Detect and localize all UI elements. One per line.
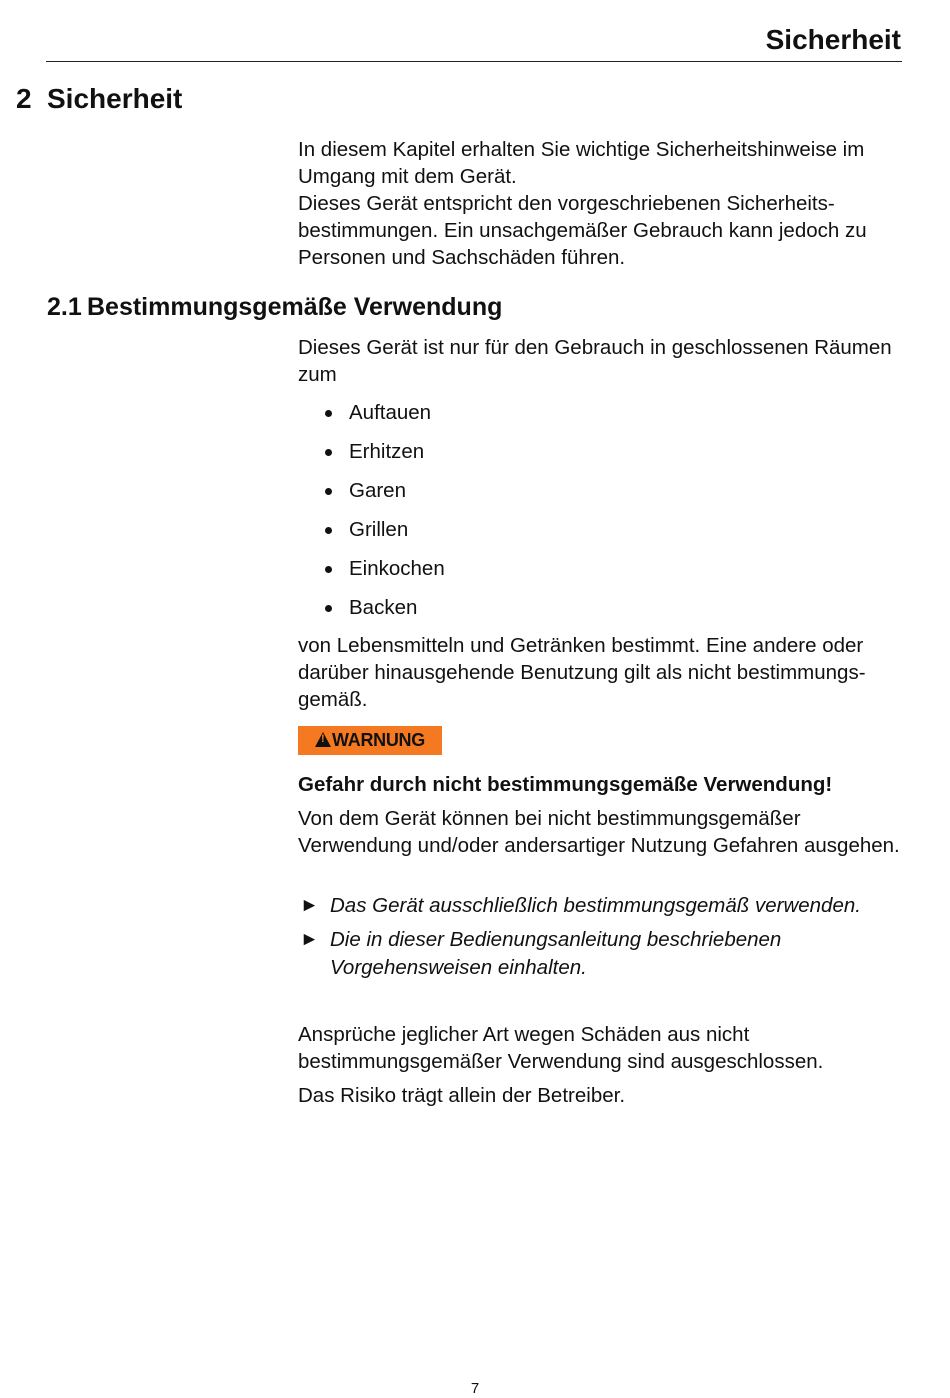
bullet-icon [325, 488, 332, 495]
section-after-list [298, 632, 903, 713]
intro-paragraph-2: Dieses Gerät entspricht den vorgeschriebenen Sicherheitsbestimmungen. Ein unsachgemäßer Gebrauch kann jedoch zu Personen und Sachschäden führen. [298, 192, 867, 269]
list-item [323, 594, 445, 633]
section-title: Bestimmungsgemäße Verwendung [87, 293, 503, 321]
bullet-icon [325, 449, 332, 456]
list-item-label: Grillen [349, 518, 409, 541]
list-item-label: Backen [349, 596, 418, 619]
claims-paragraph [298, 1021, 903, 1075]
risk-text: Das Risiko trägt allein der Betreiber. [298, 1084, 626, 1107]
list-item [323, 477, 445, 516]
bullet-icon [325, 566, 332, 573]
hazard-description [298, 805, 903, 859]
bullet-icon [325, 605, 332, 612]
claims-text: Ansprüche jeglicher Art wegen Schäden aus nicht bestimmungsgemäßer Verwendung sind ausgeschlossen. [298, 1023, 824, 1073]
chapter-title: Sicherheit [47, 83, 183, 114]
list-item-label: Erhitzen [349, 440, 425, 463]
bullet-icon [325, 410, 332, 417]
section-heading [47, 290, 502, 324]
safety-step-text: Das Gerät ausschließlich bestimmungsgemäß verwenden. [330, 894, 861, 917]
chapter-intro [298, 136, 903, 271]
risk-paragraph [298, 1082, 903, 1109]
warning-triangle-icon [315, 732, 331, 747]
page-number: 7 [470, 1380, 480, 1397]
warning-label: WARNUNG [332, 730, 425, 750]
bullet-icon [325, 527, 332, 534]
chapter-heading [16, 80, 182, 118]
section-number: 2.1 [47, 293, 82, 321]
list-item [323, 399, 445, 438]
after-list-text: von Lebensmitteln und Getränken bestimmt. Eine andere oder darüber hinausgehende Benutzung gilt als nicht bestimmungsgemäß. [298, 634, 866, 711]
intro-paragraph-1: In diesem Kapitel erhalten Sie wichtige Sicherheitshinweise im Umgang mit dem Gerät. [298, 138, 865, 188]
arrow-right-icon: ► [300, 929, 319, 950]
warning-badge [298, 726, 442, 755]
header-rule [46, 61, 902, 62]
section-lead-text: Dieses Gerät ist nur für den Gebrauch in geschlossenen Räumen zum [298, 336, 892, 386]
hazard-description-text: Von dem Gerät können bei nicht bestimmungsgemäßer Verwendung und/oder andersartiger Nutzung Gefahren ausgehen. [298, 807, 900, 857]
list-item-label: Auftauen [349, 401, 432, 424]
arrow-right-icon: ► [300, 895, 319, 916]
list-item-label: Garen [349, 479, 406, 502]
intended-use-list [323, 399, 445, 633]
list-item [323, 516, 445, 555]
list-item [323, 438, 445, 477]
running-header-title: Sicherheit [765, 24, 901, 55]
hazard-title: Gefahr durch nicht bestimmungsgemäße Verwendung! [298, 773, 833, 796]
safety-step [300, 926, 900, 982]
section-lead [298, 334, 903, 388]
chapter-number: 2 [16, 83, 32, 114]
safety-step [300, 892, 900, 920]
list-item [323, 555, 445, 594]
list-item-label: Einkochen [349, 557, 445, 580]
safety-step-text: Die in dieser Bedienungsanleitung beschriebenen Vorgehensweisen einhalten. [330, 928, 782, 979]
